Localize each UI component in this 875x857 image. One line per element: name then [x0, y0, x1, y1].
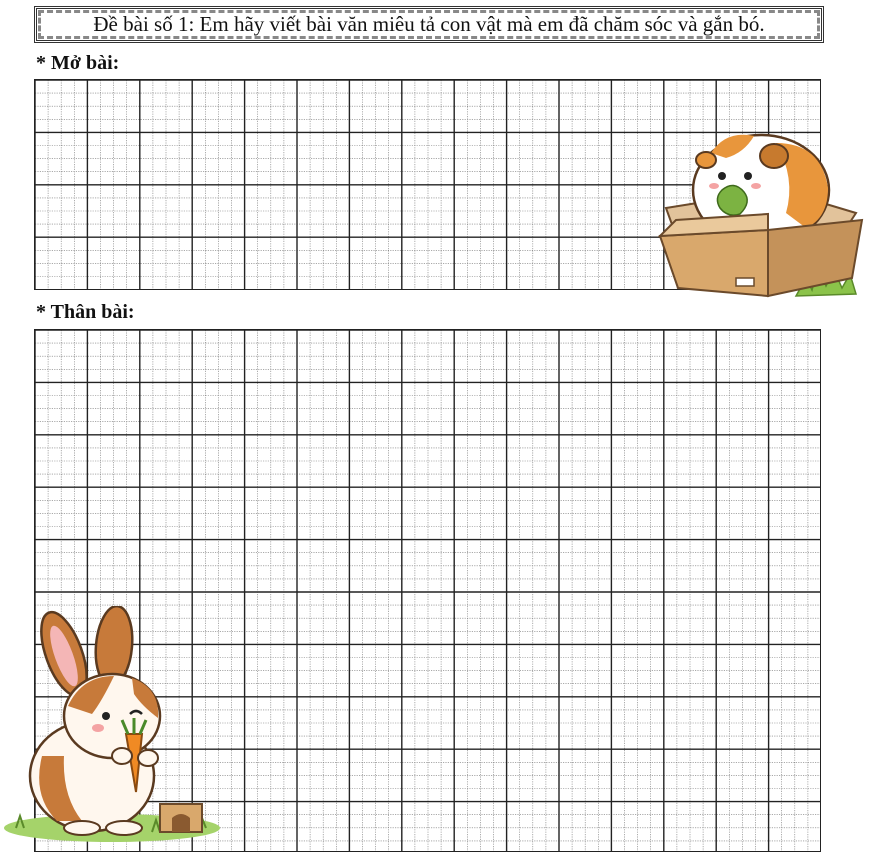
assignment-title-box	[34, 6, 824, 43]
rabbit-illustration	[2, 606, 228, 846]
assignment-title: Đề bài số 1: Em hãy viết bài văn miêu tả con vật mà em đã chăm sóc và gắn bó.	[93, 12, 765, 36]
section-label-body: * Thân bài:	[36, 301, 135, 323]
guinea-pig-illustration	[656, 118, 868, 300]
section-label-intro: * Mở bài:	[36, 52, 120, 74]
